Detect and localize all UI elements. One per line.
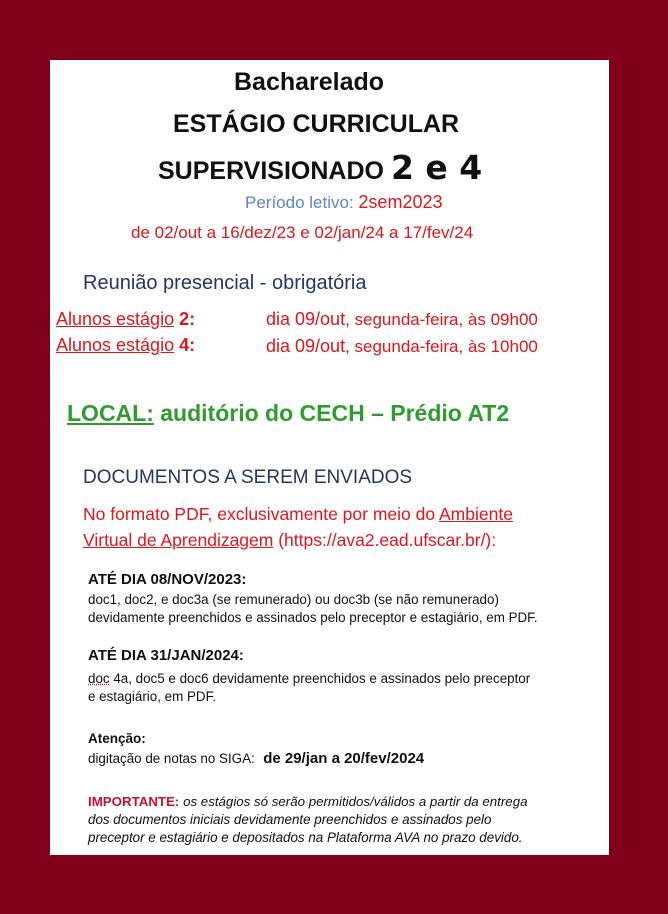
important-text: os estágios só serão permitidos/válidos a partir da entrega: [183, 794, 528, 809]
internship-numbers: 2 e 4: [390, 148, 483, 187]
period-value: 2sem2023: [358, 192, 443, 212]
meeting-date: [266, 309, 538, 330]
meeting-day: dia 09/out: [266, 309, 346, 329]
academic-period: [245, 192, 442, 213]
course-title: Bacharelado: [234, 68, 385, 96]
meeting-row: [56, 309, 195, 330]
grades-deadline: [88, 750, 424, 768]
supervised-label: SUPERVISIONADO: [158, 157, 384, 185]
deadline-text: devidamente preenchidos e assinados pelo preceptor e estagiário, em PDF.: [88, 610, 538, 625]
students-label: Alunos estágio: [56, 335, 175, 355]
internship-title: ESTÁGIO CURRICULAR: [173, 110, 460, 138]
deadline-text: [88, 671, 530, 686]
grades-text: digitação de notas no SIGA:: [88, 751, 255, 766]
period-label: Período letivo:: [245, 193, 354, 212]
documents-intro: [83, 504, 513, 525]
location-value: auditório do CECH – Prédio AT2: [160, 400, 510, 426]
documents-title: DOCUMENTOS A SEREM ENVIADOS: [83, 467, 413, 488]
internship-number: 2:: [179, 309, 196, 329]
deadline-title: ATÉ DIA 31/JAN/2024:: [88, 647, 244, 664]
important-text: preceptor e estagiário e depositados na Plataforma AVA no prazo devido.: [88, 830, 523, 845]
deadline-title: ATÉ DIA 08/NOV/2023:: [88, 571, 247, 588]
intro-text: No formato PDF, exclusivamente por meio do: [83, 504, 436, 524]
meeting-time: , segunda-feira, às 09h00: [345, 310, 538, 329]
important-text: dos documentos iniciais devidamente preenchidos e assinados pelo: [88, 812, 492, 827]
meeting-time: , segunda-feira, às 10h00: [345, 337, 538, 356]
deadline-docs: 4a, doc5 e doc6 devidamente preenchidos e assinados pelo preceptor: [113, 671, 531, 686]
ava-link[interactable]: Ambiente: [439, 504, 513, 524]
deadline-text: e estagiário, em PDF.: [88, 689, 217, 704]
doc-label: doc: [88, 671, 110, 686]
ava-link[interactable]: Virtual de Aprendizagem: [83, 530, 274, 550]
meeting-date: [266, 336, 538, 357]
important-notice: [88, 794, 528, 809]
period-dates: de 02/out a 16/dez/23 e 02/jan/24 a 17/fev/24: [131, 223, 474, 242]
important-label: IMPORTANTE:: [88, 794, 180, 809]
location-label: LOCAL:: [67, 400, 154, 426]
internship-subtitle: [158, 148, 482, 187]
students-label: Alunos estágio: [56, 309, 175, 329]
grades-dates: de 29/jan a 20/fev/2024: [263, 750, 425, 767]
meeting-day: dia 09/out: [266, 336, 346, 356]
meeting-title: Reunião presencial - obrigatória: [83, 272, 367, 294]
attention-title: Atenção:: [88, 731, 146, 746]
internship-number: 4:: [179, 335, 196, 355]
location: [67, 400, 509, 427]
documents-intro: [83, 530, 496, 551]
notice-card: [50, 60, 609, 855]
deadline-text: doc1, doc2, e doc3a (se remunerado) ou doc3b (se não remunerado): [88, 592, 499, 607]
meeting-row: [56, 335, 195, 356]
ava-url: (https://ava2.ead.ufscar.br/):: [278, 530, 497, 550]
